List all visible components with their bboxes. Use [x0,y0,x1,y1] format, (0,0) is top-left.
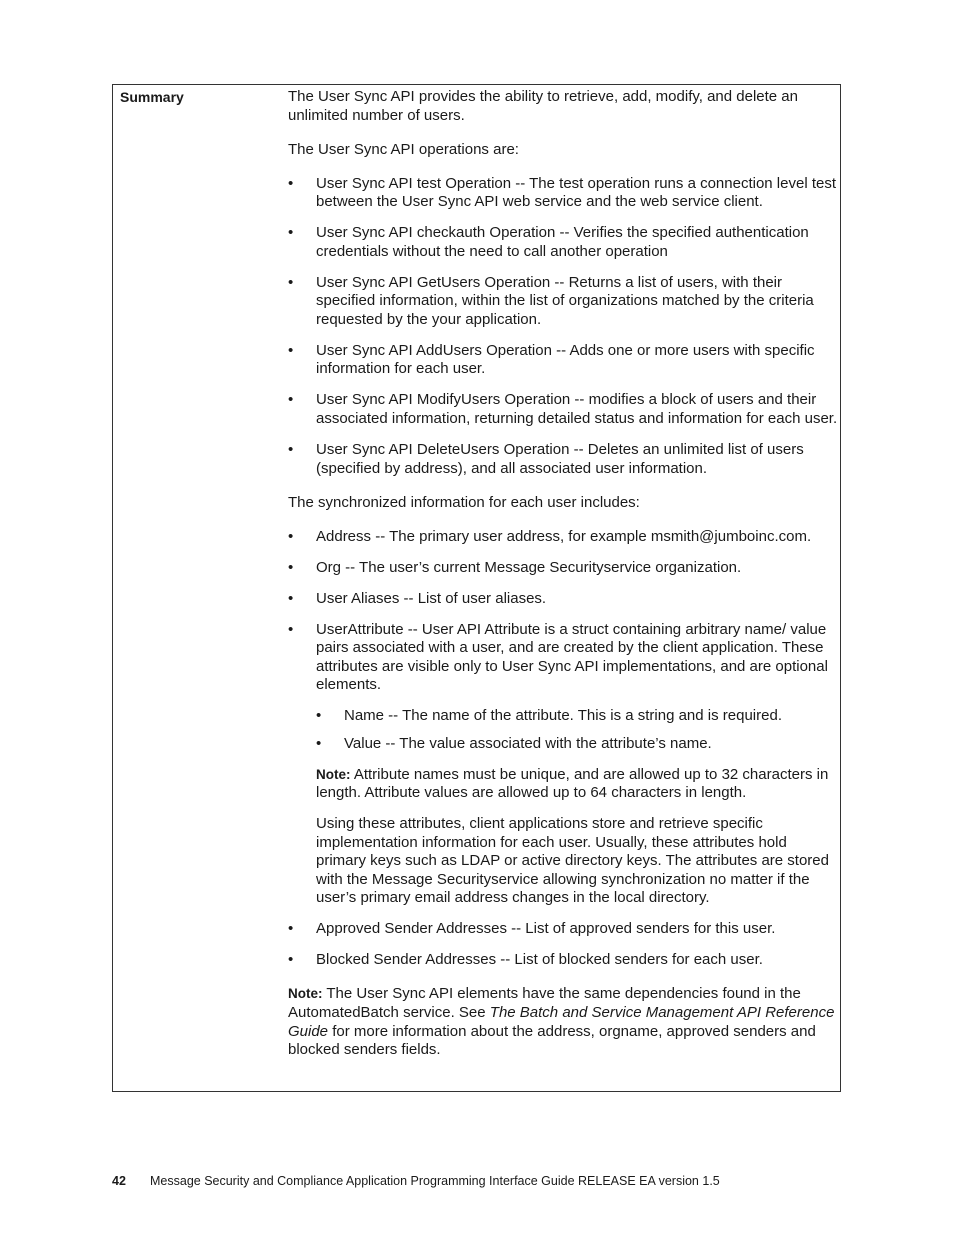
bullet-icon: • [288,620,294,638]
bullet-icon: • [316,707,322,725]
bullet-icon: • [288,589,294,607]
list-item: • User Sync API GetUsers Operation -- Returns a list of users, with their specified information, within the list of organizations matched by the criteria requested by the your application. [288,273,814,328]
user-attribute-text: UserAttribute -- User API Attribute is a struct containing arbitrary name/ value pairs associated with a user, and are created by the client application. These attributes are visible only to User Sync API implementations, and are optional elements. [316,620,828,694]
footer-title: Message Security and Compliance Application Programming Interface Guide RELEASE EA version 1.5 [150,1174,720,1188]
bullet-icon: • [288,273,294,291]
list-item: • User Sync API DeleteUsers Operation -- Deletes an unlimited list of users (specified by address), and all associated user information. [288,441,804,477]
note-label: Note: [316,766,351,782]
bullet-icon: • [288,527,294,545]
summary-table [112,84,841,1092]
bullet-icon: • [316,734,322,752]
list-item: • User Aliases -- List of user aliases. [288,589,547,607]
list-item: • Value -- The value associated with the attribute’s name. [316,734,712,752]
bullet-icon: • [288,920,294,938]
intro-paragraph: The User Sync API provides the ability to retrieve, add, modify, and delete an unlimited number of users. [288,88,798,124]
bullet-icon: • [288,224,294,242]
page-footer [112,1174,720,1188]
page-number: 42 [112,1174,126,1188]
list-item: • Address -- The primary user address, for example msmith@jumboinc.com. [288,527,812,545]
list-item: • User Sync API ModifyUsers Operation -- modifies a block of users and their associated information, returning detailed status and information for each user. [288,391,838,428]
note-label: Note: [288,986,323,1002]
summary-content [288,88,838,1075]
bullet-icon: • [288,391,294,409]
attribute-usage-paragraph: Using these attributes, client applications store and retrieve specific implementation information for each user. Usually, these attributes hold primary keys such as LDAP or active directory keys. The attributes are stored with the Message Securityservice allowing synchronization no matter if the user’s primary email address changes in the local directory. [316,815,829,907]
user-info-list [288,528,838,970]
list-item: • Org -- The user’s current Message Securityservice organization. [288,558,742,576]
operations-list [288,175,838,479]
bullet-icon: • [288,441,294,459]
bullet-icon: • [288,951,294,969]
list-item: • Blocked Sender Addresses -- List of blocked senders for each user. [288,951,763,969]
final-note: Note: The User Sync API elements have the same dependencies found in the AutomatedBatch service. See The Batch and Service Management API Reference Guide for more information about the address, orgname, approved senders and blocked senders fields. [288,985,835,1059]
operations-heading: The User Sync API operations are: [288,140,519,158]
attribute-note: Note: Attribute names must be unique, and are allowed up to 32 characters in length. Attribute values are allowed up to 64 characters in length. [316,765,829,802]
info-heading: The synchronized information for each user includes: [288,493,640,511]
list-item: • User Sync API AddUsers Operation -- Adds one or more users with specific information for each user. [288,341,815,378]
summary-label: Summary [120,89,184,105]
guide-reference: The Batch and Service Management API Reference Guide [288,1004,835,1040]
list-item: • User Sync API test Operation -- The test operation runs a connection level test between the User Sync API web service and the web service client. [288,174,836,211]
list-item: • User Sync API checkauth Operation -- Verifies the specified authentication credentials without the need to call another operation [288,224,809,260]
bullet-icon: • [288,341,294,359]
attribute-sublist [316,707,838,753]
list-item-user-attribute [288,621,838,908]
list-item: • Name -- The name of the attribute. This is a string and is required. [316,707,782,725]
list-item: • Approved Sender Addresses -- List of approved senders for this user. [288,920,776,938]
bullet-icon: • [288,174,294,192]
bullet-icon: • [288,558,294,576]
